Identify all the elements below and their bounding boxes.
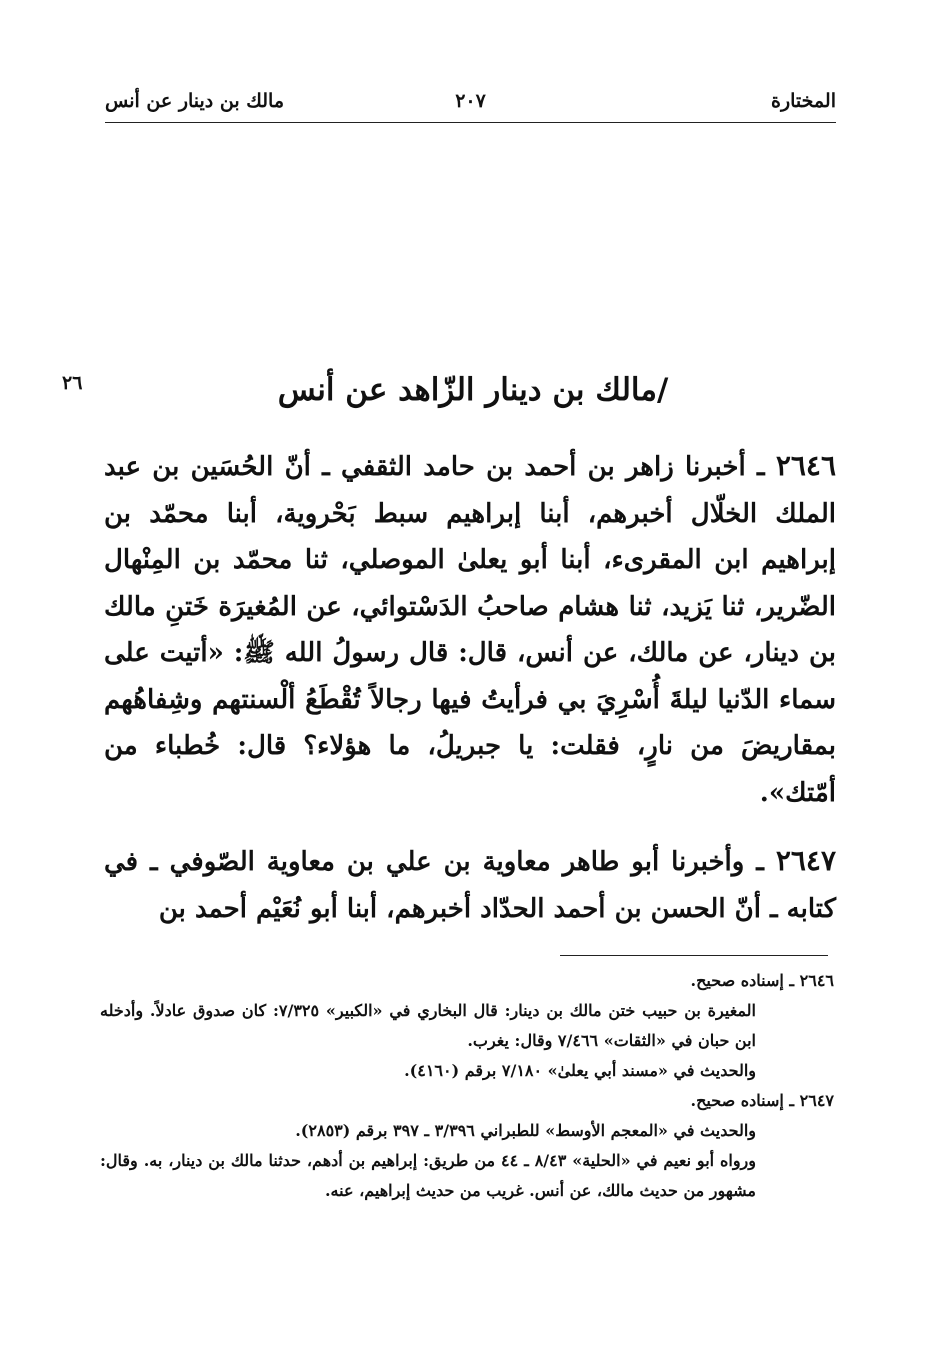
footnote-line: ورواه أبو نعيم في «الحلية» ٨/٤٣ ـ ٤٤ من طريق: إبراهيم بن أدهم، حدثنا مالك بن دينار، به. وقال: مشهور من حديث مالك، عن أنس. غريب من حديث إبراهيم، عنه.	[100, 1151, 757, 1200]
header-page-number: ٢٠٧	[455, 90, 486, 112]
footnote-heading: ٢٦٤٧ ـ إسناده صحيح.	[690, 1091, 834, 1110]
footnotes	[100, 966, 834, 1206]
footnote-line: والحديث في «مسند أبي يعلىٰ» ٧/١٨٠ برقم (٤١٦٠).	[404, 1061, 756, 1080]
footnote-heading: ٢٦٤٦ ـ إسناده صحيح.	[690, 971, 834, 990]
footnote	[100, 966, 834, 1086]
footnote-line: والحديث في «المعجم الأوسط» للطبراني ٣/٣٩٦ ـ ٣٩٧ برقم (٢٨٥٣).	[295, 1121, 756, 1140]
hadith-paragraph	[104, 838, 836, 932]
hadith-number: ٢٦٤٧	[775, 844, 836, 877]
running-header	[105, 88, 836, 123]
footnote	[100, 1086, 834, 1206]
margin-page-reference: ٢٦	[62, 372, 83, 394]
hadith-text: ـ أخبرنا زاهر بن أحمد بن حامد الثقفي ـ أنّ الحُسَين بن عبد الملك الخلّال أخبرهم، أبنا إبراهيم سبط بَحْروية، أبنا محمّد بن إبراهيم ابن المقرىء، أبنا أبو يعلىٰ الموصلي، ثنا محمّد بن المِنْهال الضّرير، ثنا يَزيد، ثنا هشام صاحبُ الدَسْتوائي، عن المُغيرَة خَتنِ مالك بن دينار، عن مالك، عن أنس، قال: قال رسولُ الله ﷺ: «أتيت على سماء الدّنيا ليلةَ أُسْرِيَ بي فرأيتُ فيها رجالاً تُقْطَعُ ألْسنتهم وشِفاهُهم بمقاريضَ من نارٍ، فقلت: يا جبريلُ، ما هؤلاء؟ قال: خُطباء من أمّتك».	[104, 452, 836, 808]
hadith-text: ـ وأخبرنا أبو طاهر معاوية بن علي بن معاوية الصّوفي ـ في كتابه ـ أنّ الحسن بن أحمد الحدّاد أخبرهم، أبنا أبو نُعَيْم أحمد بن	[104, 847, 836, 924]
hadith-number: ٢٦٤٦	[775, 449, 836, 482]
footnote-separator	[560, 955, 828, 956]
main-text	[104, 443, 836, 932]
chapter-title: /مالك بن دينار الزّاهد عن أنس	[277, 372, 669, 408]
hadith-paragraph	[104, 443, 836, 816]
footnote-line: المغيرة بن حبيب ختن مالك بن دينار: قال البخاري في «الكبير» ٧/٣٢٥: كان صدوق عادلاً. وأدخله ابن حبان في «الثقات» ٧/٤٦٦ وقال: يغرب.	[100, 1001, 756, 1050]
header-chapter-title: مالك بن دينار عن أنس	[105, 90, 285, 112]
header-book-title: المختارة	[771, 90, 836, 112]
